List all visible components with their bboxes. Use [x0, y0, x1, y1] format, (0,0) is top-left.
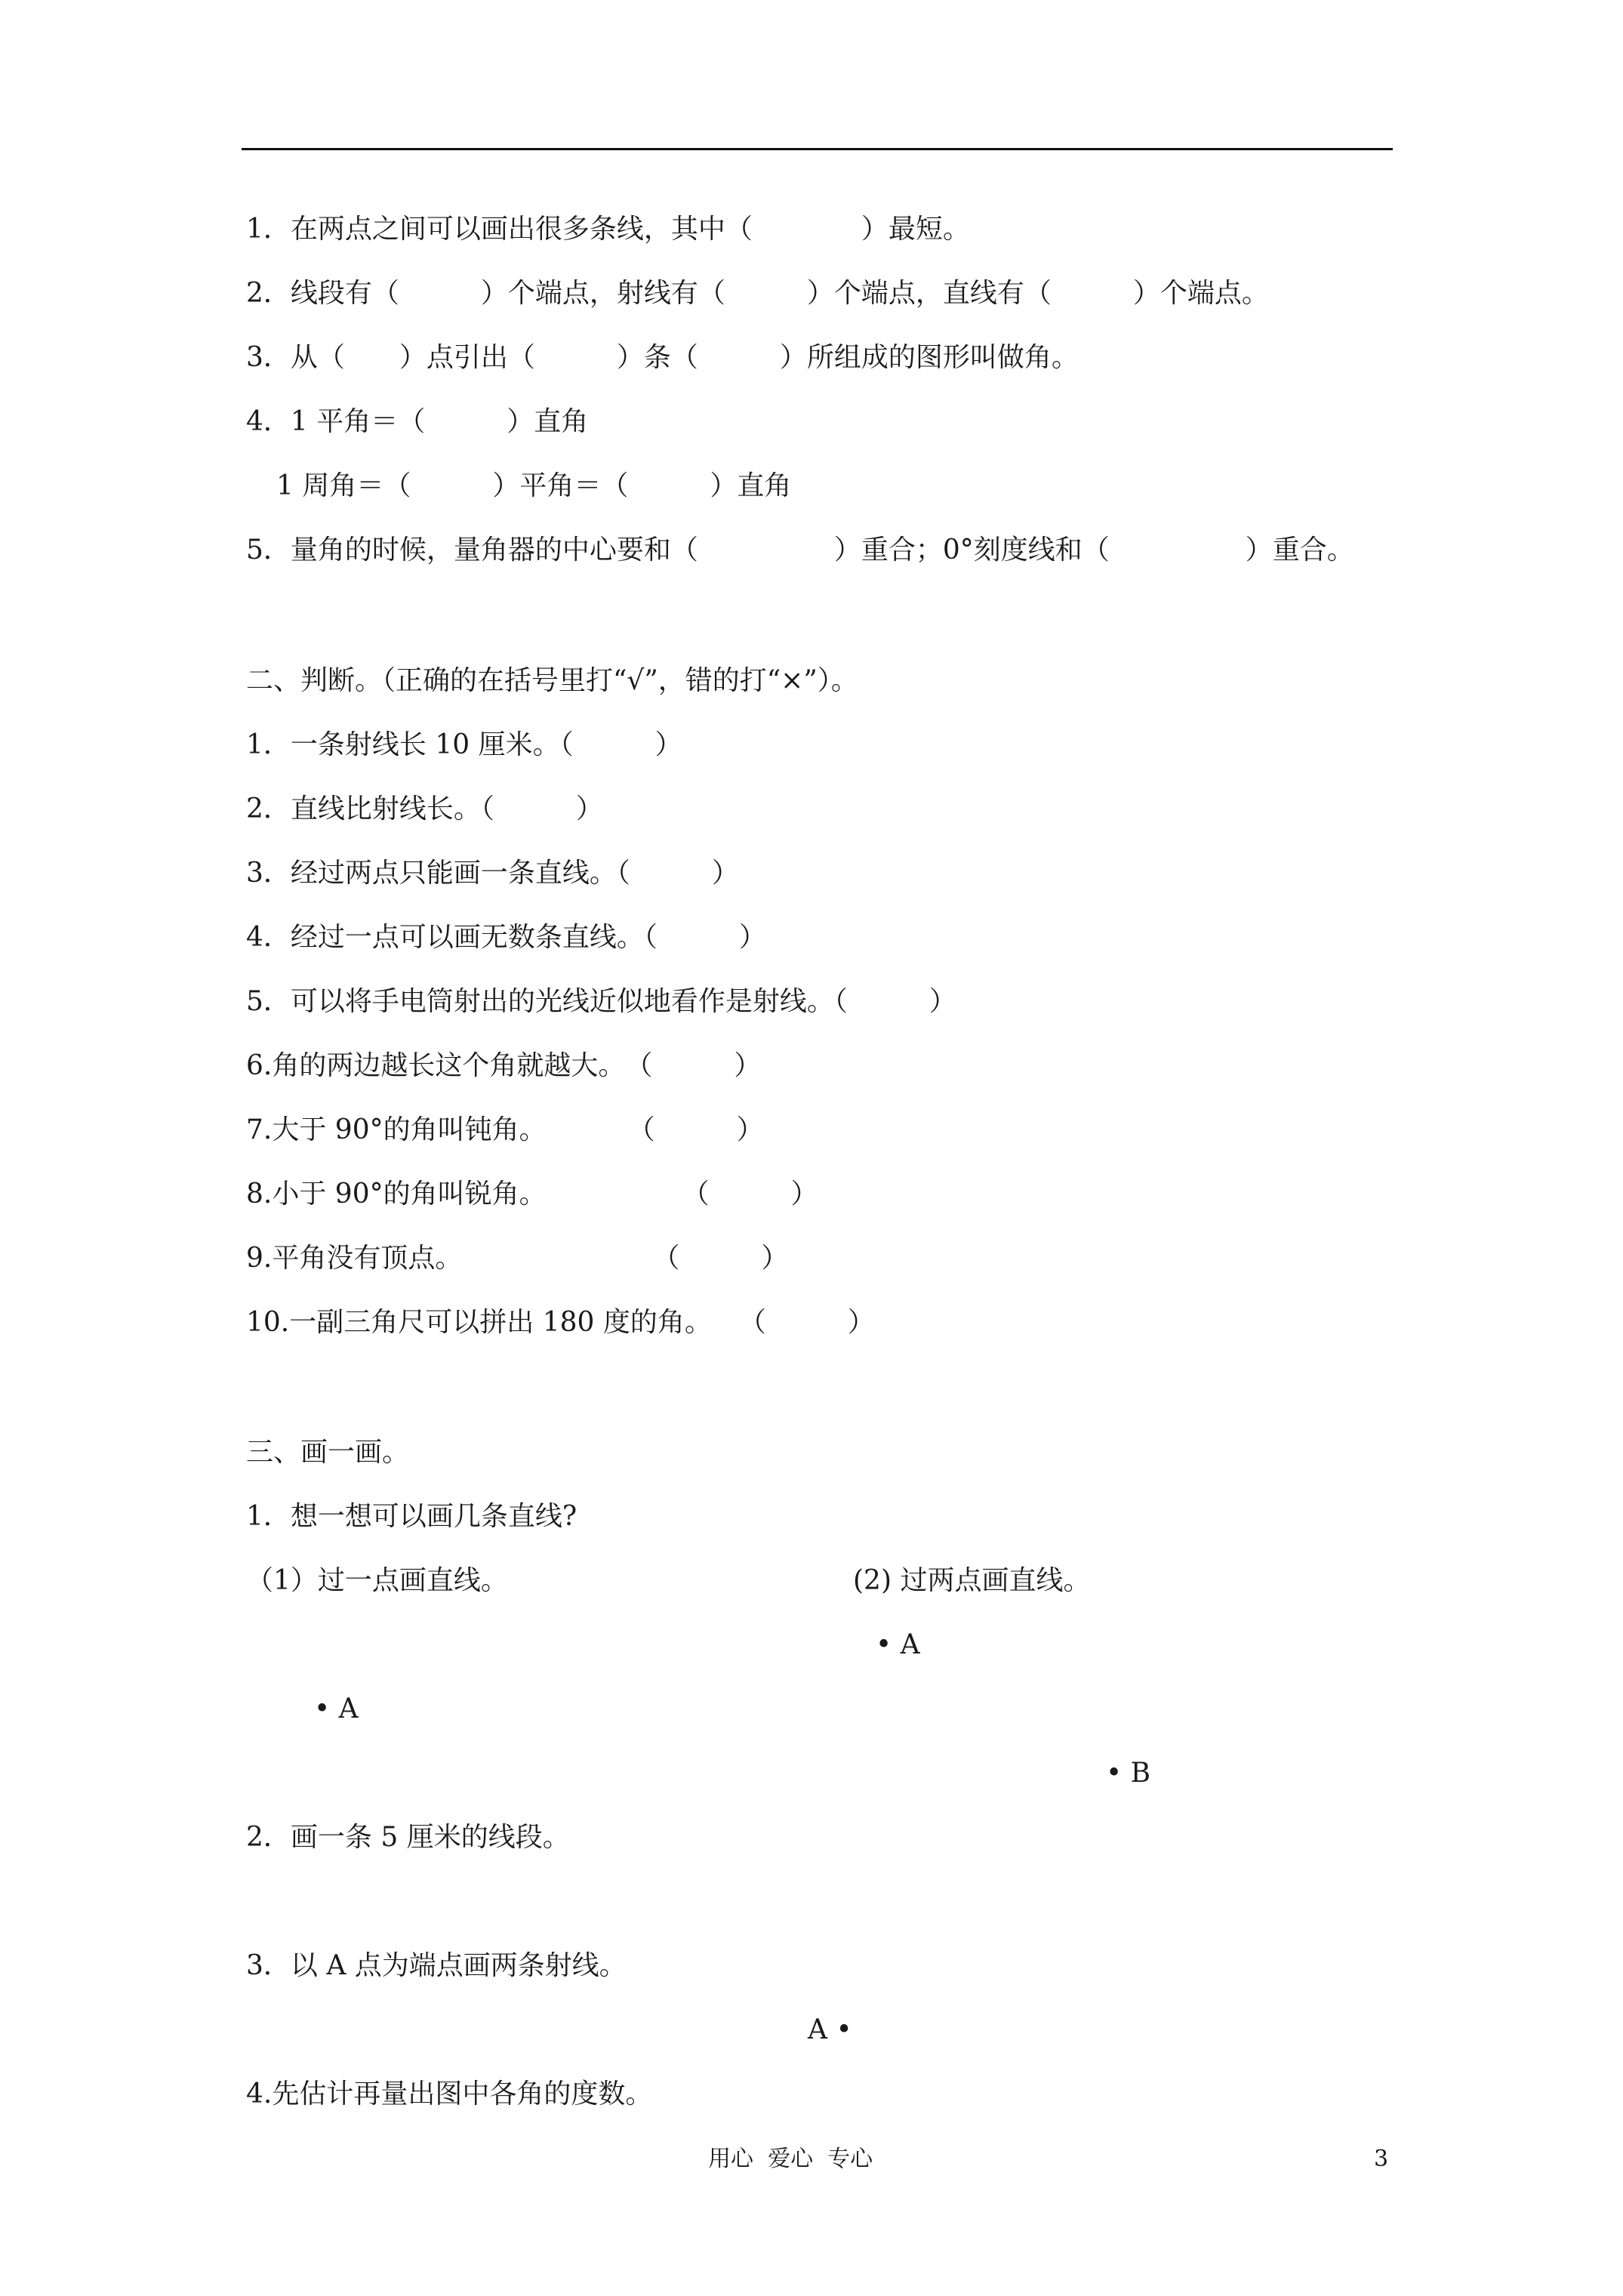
draw-q1-sub1: （1）过一点画直线。 [246, 1565, 508, 1596]
judge-item: 8.小于 90°的角叫锐角。 （ ） [246, 1179, 818, 1210]
judge-item: 7.大于 90°的角叫钝角。 （ ） [246, 1114, 764, 1145]
fill-q4a: 4．1 平角＝（ ）直角 [246, 406, 589, 437]
judge-heading: 二、判断。（正确的在括号里打“√”，错的打“×”）。 [246, 665, 858, 696]
point-b: • B [1106, 1758, 1151, 1789]
draw-q1: 1．想一想可以画几条直线? [246, 1501, 577, 1532]
point-a-right: • A [876, 1629, 920, 1660]
judge-item: 10.一副三角尺可以拼出 180 度的角。 （ ） [246, 1307, 875, 1338]
judge-item: 1．一条射线长 10 厘米。（ ） [246, 729, 682, 760]
draw-q2: 2．画一条 5 厘米的线段。 [246, 1822, 570, 1853]
judge-item: 4．经过一点可以画无数条直线。（ ） [246, 922, 766, 953]
fill-q3: 3．从（ ）点引出（ ）条（ ）所组成的图形叫做角。 [246, 342, 1079, 373]
judge-item: 6.角的两边越长这个角就越大。 （ ） [246, 1050, 762, 1081]
judge-item: 5．可以将手电筒射出的光线近似地看作是射线。（ ） [246, 986, 956, 1017]
judge-item: 3．经过两点只能画一条直线。（ ） [246, 858, 739, 889]
judge-item: 2．直线比射线长。（ ） [246, 794, 603, 824]
draw-q3: 3．以 A 点为端点画两条射线。 [246, 1950, 627, 1981]
page-number: 3 [1374, 2146, 1389, 2172]
draw-q1-sub2: (2) 过两点画直线。 [853, 1565, 1091, 1596]
header-rule [242, 148, 1393, 150]
fill-q4b: 1 周角＝（ ）平角＝（ ）直角 [276, 470, 792, 501]
draw-q4: 4.先估计再量出图中各角的度数。 [246, 2079, 653, 2110]
fill-q5: 5．量角的时候，量角器的中心要和（ ）重合；0°刻度线和（ ）重合。 [246, 535, 1354, 566]
footer-motto: 用心 爱心 专心 [708, 2146, 873, 2172]
draw-heading: 三、画一画。 [246, 1437, 410, 1468]
point-a-ray: A • [808, 2014, 852, 2045]
judge-item: 9.平角没有顶点。 （ ） [246, 1243, 789, 1274]
point-a-left: • A [314, 1693, 359, 1724]
fill-q1: 1．在两点之间可以画出很多条线，其中（ ）最短。 [246, 214, 970, 245]
fill-q2: 2．线段有（ ）个端点，射线有（ ）个端点，直线有（ ）个端点。 [246, 278, 1269, 309]
